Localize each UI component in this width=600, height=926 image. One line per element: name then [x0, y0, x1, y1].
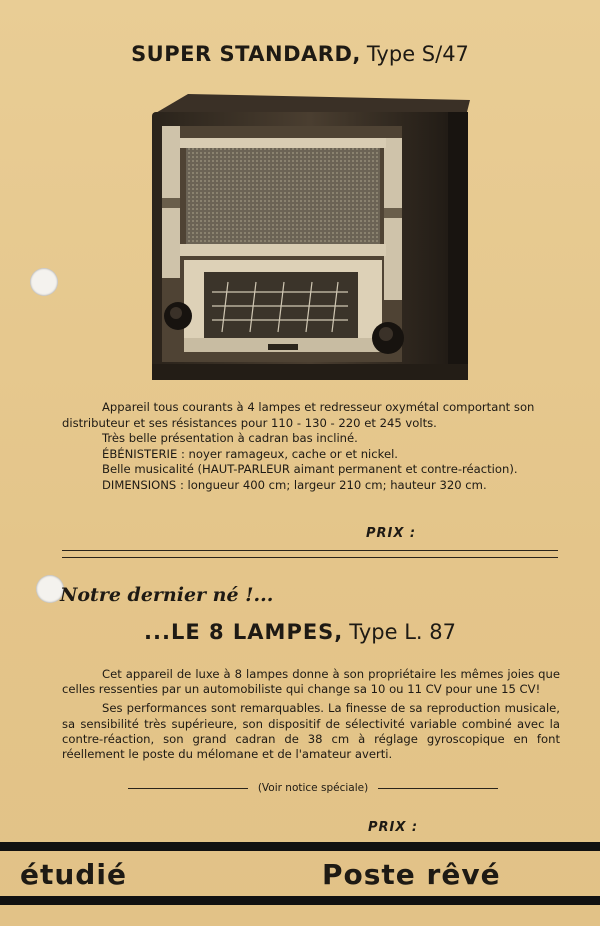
radio-illustration	[148, 92, 473, 384]
price-label: PRIX :	[368, 820, 419, 835]
paragraph: ÉBÉNISTERIE : noyer ramageux, cache or et nickel.	[102, 446, 398, 461]
footer-bar-top	[0, 842, 600, 851]
model-type: Type L. 87	[349, 620, 456, 644]
description-l87	[62, 667, 560, 766]
model-type: Type S/47	[366, 42, 469, 66]
tagline: Notre dernier né !...	[60, 584, 274, 606]
model-title-s47	[0, 42, 600, 66]
see-notice	[128, 782, 498, 794]
description-s47	[62, 400, 560, 493]
paragraph: Cet appareil de luxe à 8 lampes donne à son propriétaire les mêmes joies que celles ressenties par un automobiliste qui change sa 10 ou 11 CV pour une 15 CV!	[62, 667, 560, 697]
footer-bar-bottom	[0, 896, 600, 905]
paragraph: Appareil tous courants à 4 lampes et redresseur oxymétal comportant son distributeur et ses résistances pour 110 - 130 - 220 et 245 volts.	[62, 400, 535, 430]
divider	[128, 788, 248, 789]
divider	[378, 788, 498, 789]
footer-right-word: Poste rêvé	[322, 858, 501, 891]
punch-hole	[30, 268, 58, 296]
paragraph: Belle musicalité (HAUT-PARLEUR aimant permanent et contre-réaction).	[102, 462, 518, 476]
double-rule	[62, 550, 558, 558]
paragraph: Très belle présentation à cadran bas incliné.	[102, 431, 358, 445]
footer-left-word: étudié	[20, 858, 127, 891]
model-title-l87	[0, 620, 600, 644]
paragraph: Ses performances sont remarquables. La finesse de sa reproduction musicale, sa sensibilité très supérieure, son dispositif de sélectivité variable combiné avec la contre-réaction, son grand cadran de 38 cm à réglage gyroscopique en font réellement le poste du mélomane et de l'amateur averti.	[62, 701, 560, 762]
model-name: ...LE 8 LAMPES,	[144, 620, 344, 644]
paragraph: DIMENSIONS : longueur 400 cm; largeur 210 cm; hauteur 320 cm.	[102, 477, 487, 492]
model-name: SUPER STANDARD,	[131, 42, 361, 66]
price-label: PRIX :	[366, 526, 417, 541]
notice-text: (Voir notice spéciale)	[257, 782, 369, 794]
